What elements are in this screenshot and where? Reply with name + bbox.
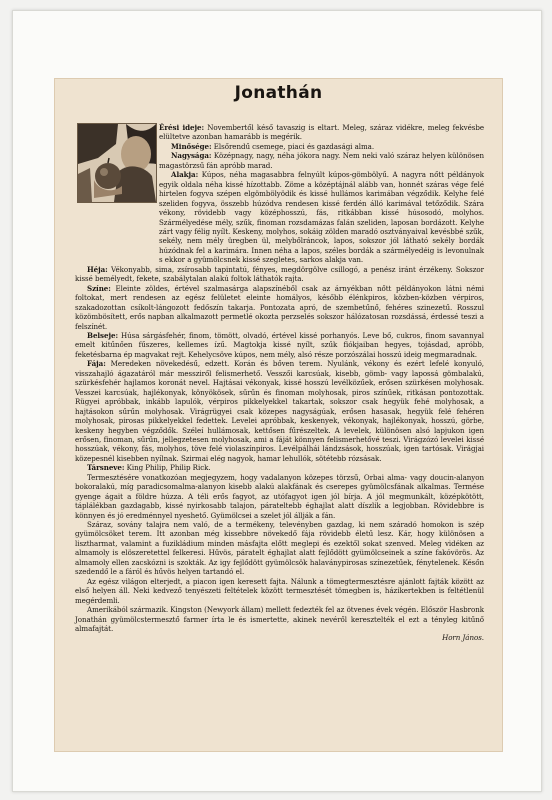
paragraph-szarmazas: Amerikából származik. Kingston (Newyork állam) mellett fedezték fel az ötvenes évek végén. Először Hasbronk Jonathán gyümölcstermesztő farmer írta le és ismertette, akinek nevéről keresztelték el ezt a tényleg kitűnő almafajtát. bbox=[75, 605, 484, 634]
article-title: Jonathán bbox=[234, 83, 323, 103]
newspaper-clipping bbox=[54, 78, 503, 752]
paragraph-minosege: Minősége: Elsőrendű csemege, piaci és gazdasági alma. bbox=[171, 141, 375, 151]
paragraph-heja: Héja: Vékonyabb, sima, zsírosabb tapintatú, fényes, megdörgölve csillogó, a penész iránt érzékeny. Sokszor kissé bemélyedt, fekete, szabálytalan alakú foltok láthatók rajta. bbox=[75, 264, 484, 284]
paragraph-szine: Színe: Eleinte zöldes, értével szalmasárga alapszínéből csak az árnyékban nőtt példányokon látni némi foltokat, mert rendesen az egész felületet eleinte homályos, később élénkpiros, közben-közben vérpiros, szakadozottan csíkolt-lángozott fedőszín takarja. Pontozata apró, de szembetűnő, fehéres szinezetű. Rosszul közömbösített, erős napban alkalmazott permetlé okozta perzselés sokszor hálózatosan rozsdássá, érdessé teszi a felszínét. bbox=[75, 283, 484, 331]
intro-block bbox=[159, 123, 484, 170]
article-author: Horn János. bbox=[442, 633, 484, 643]
paragraph-tarsneve: Társneve: King Philip, Philip Rick. bbox=[87, 463, 211, 473]
paragraph-alakja: Alakja: Kúpos, néha magasabbra felnyúlt kúpos-gömbölyű. A nagyra nőtt példányok egyik oldala néha kissé hízottabb. Zöme a középtájnál alább van, honnét száras vége felé hirtelen fogyva szépen elgömbölyödik és kissé hullámos karimában végződik. Kelyhe felé szeliden fogyva, összebb húzódva rendesen kissé ferdén álló karimával tetőződik. Szára vékony, rövidebb vagy középhosszú, fás, ritkábban kissé húsosodó, molyhos. Szármélyedése mély, szűk, finoman rozsdamázas falán szeliden, laposan bordázott. Kelyhe zárt vagy félig nyílt. Keskeny, molyhos, sokáig zölden maradó osztványaival kevésbbé szűk, sekély, nem mély üregben ül, melybőlráncok, lapos, sokszor jól látható sekély bordák húzódnak fel a karimára. Innen néha a lapos, széles bordák a szármélyedéig is levonulnak s ekkor a gyümölcsnek kissé szegletes, sarkos alakja van. bbox=[159, 170, 484, 265]
paragraph-eresi-ideje: Érési ideje: Novembertől késő tavaszig is eltart. Meleg, száraz vidékre, meleg fekvésbe elültetve azonban hamarább is megérik. bbox=[159, 123, 484, 142]
paragraph-faja: Fája: Meredeken növekedésű, edzett. Korán és bőven terem. Nyulánk, vékony és ezért lefelé konyuló, visszahajló ágazatáról már messziről felismerhető. Vesszői karcsúak, kisebb, gömb- vagy lapossá gömbalakú, szürkésfehér hajlamos koronát nevel. Hajtásai vékonyak, kissé hosszú levélközűek, erősen szürkésen molyhosak. Vesszei karcsúak, hajlékonyak, könyökösek, sűrűn és finoman molyhosak, piros színűek, ritkásan pontozottak. Rügyei apróbbak, inkább lapulók, vérpiros pikkelyekkel takartak, sokszor csak hegyük fehé molyhosak, a hajtásokon sűrűn molyhosak. Virágrügyei csak közepes nagyságúak, erősen hasasak, hegyük felé fehéren molyhosak, pirosas pikkelyekkel fedettek. Levelei apróbbak, keskenyek, vékonyak, hajlékonyak, hosszú, görbe, keskeny hegyben végződők. Széleí hullámosak, kettősen fűrészeltek. A levelek, különösen alsó lapjukon igen erősen, finoman, sűrűn, jellegzetesen molyhosak, ami a fáját könnyen felismerhetővé teszi. Virágzózó levelei kissé hosszúak, vékony, fás, molyhos, töve felé violaszínpiros. Levélpálhái lándzsások, hosszúak, igen tartósak. Virágjai közepesnél kisebben nyílnak. Szirmai elég nagyok, hamar lehullók, sötétebb rózsásak. bbox=[75, 359, 484, 463]
paragraph-nagysaga: Nagysága: Középnagy, nagy, néha jókora nagy. Nem neki való száraz helyen különösen magastörzsű fán apróbb marad. bbox=[159, 151, 484, 170]
paragraph-talaj: Száraz, sovány talajra nem való, de a termékeny, televényben gazdag, ki nem száradó homokon is szép gyümölcsöket terem. Itt azonban még kissebbre növekedő fája rövidebb életű lesz. Kár, hogy különösen a lisztharmat, valamint a fuzikládium minden másfajta előtt meglepi és ezektől sokat szenved. Meleg vidéken az almamoly is elöszeretettel felkeresi. Hűvös, páratelt éghajlat alatt fejlődött gyümölcseinek a színe fakóvörös. Az almamoly ellen zacskózni is szokták. Az igy fejlődött gyümölcsök halaványpirosas színezetűek, fénytelenek. Későn szedendő le a fáról és hűvös helyen tartandó el. bbox=[75, 520, 484, 577]
paragraph-elterjedes: Az egész világon elterjedt, a piacon igen keresett fajta. Nálunk a tömegtermesztésre ajánlott fajták között az első helyen áll. Neki kedvező tenyészeti feltételek között termesztését tömegben is, házikertekben is feltétlenül megérdemli. bbox=[75, 576, 484, 605]
paragraph-belseje: Belseje: Húsa sárgásfehér, finom, tömött, olvadó, értével kissé porhanyós. Leve bő, cukros, finom savannyal emelt kitűnően fűszeres, kellemes ízű. Magtokja kissé nyílt, szűk fiókjaiban hegyes, tojásdad, apróbb, feketésbarna ép magvakat rejt. Kehelycsöve kúpos, nem mély, alsó része porzószálai hosszú ideig megmaradnak. bbox=[75, 330, 484, 359]
paragraph-termesztes: Termesztésére vonatkozóan megjegyzem, hogy vadalanyon közepes törzsű, Orbai alma- vagy doucin-alanyon bokoralakú, míg paradicsomalma-alanyon kisebb alakú alakfának és cserepes gyümölcsfának alkalmas. Termése gyenge ágait a földre húzza. A téli erős fagyot, az utófagyot igen jól bírja. A jól megmunkált, középkötött, táplálékban gazdagabb, kissé nyirkosabb talajon, párateltebb éghajlat alatt díszlik a legjobban. Rövidebbre is könnyen és jó eredménnyel nyeshető. Gyümölcsei a szelet jól állják a fán. bbox=[75, 472, 484, 520]
article-body bbox=[75, 123, 484, 643]
